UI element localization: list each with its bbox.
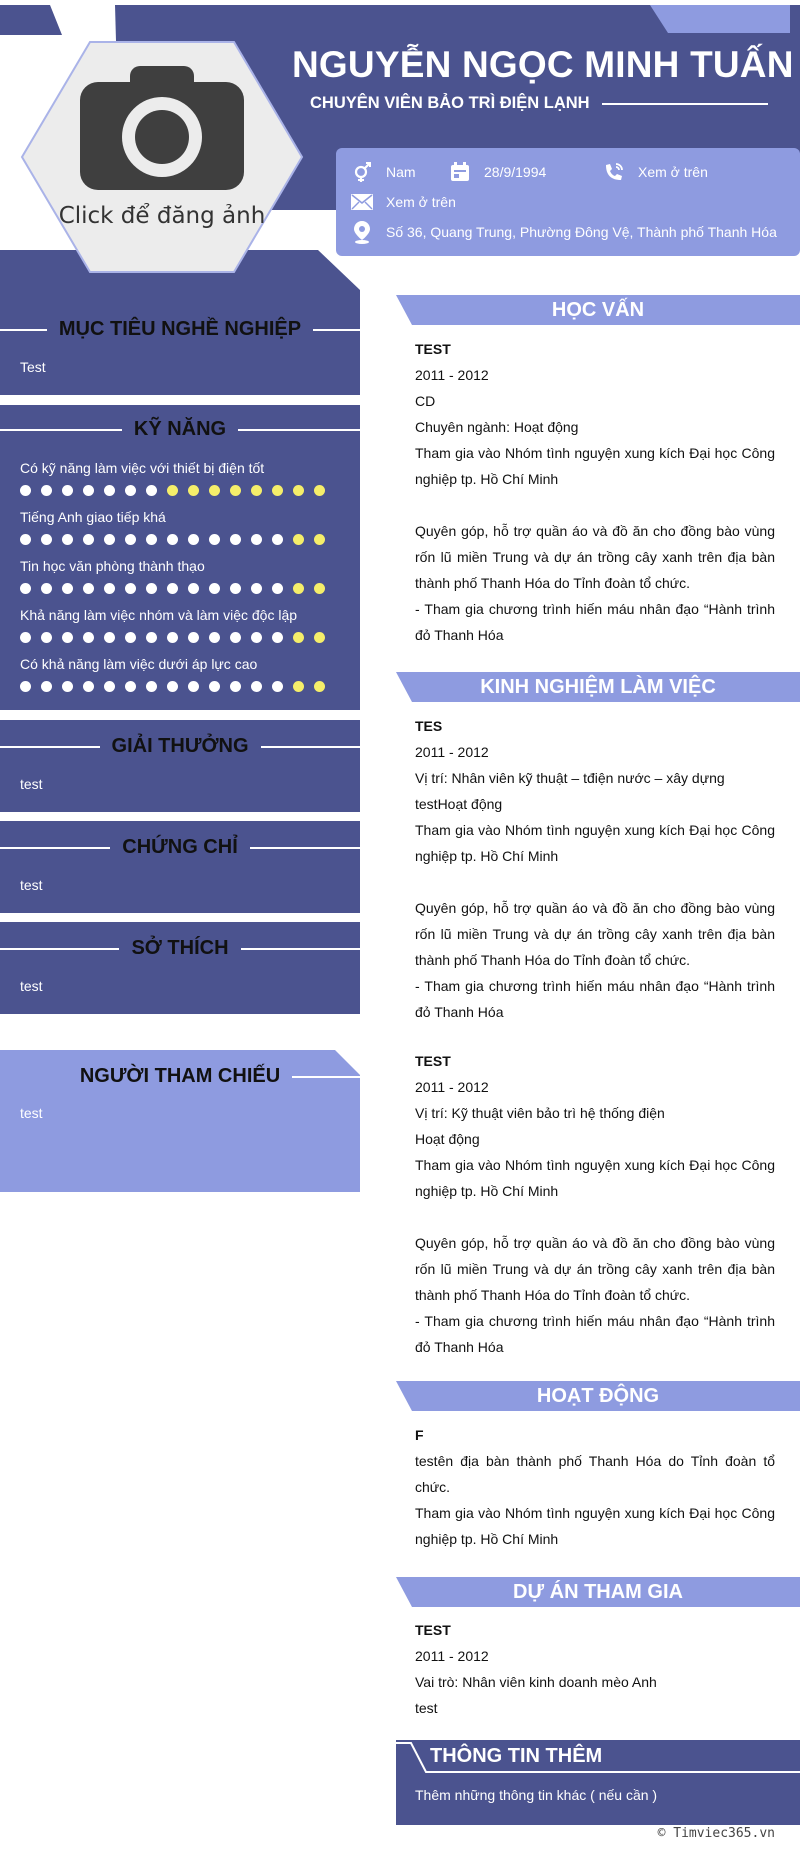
project-period: 2011 - 2012 bbox=[415, 1648, 489, 1664]
job-title[interactable]: CHUYÊN VIÊN BẢO TRÌ ĐIỆN LẠNH bbox=[310, 94, 590, 112]
skill-rating-dot bbox=[251, 632, 262, 643]
skill-rating-dot bbox=[20, 485, 31, 496]
skill-rating-dot bbox=[146, 632, 157, 643]
skill-rating-dot bbox=[20, 534, 31, 545]
awards-block bbox=[0, 720, 360, 812]
avatar-hexagon bbox=[20, 40, 304, 274]
skill-rating-dot bbox=[209, 534, 220, 545]
contact-gender-value: Nam bbox=[386, 164, 416, 180]
activity-name: F bbox=[415, 1427, 424, 1443]
gender-icon bbox=[348, 160, 376, 184]
education-desc-1: Tham gia vào Nhóm tình nguyện xung kích Đại học Công nghiệp tp. Hồ Chí Minh bbox=[415, 445, 775, 487]
experience-desc-2: Quyên góp, hỗ trợ quần áo và đồ ăn cho đồng bào vùng rốn lũ miền Trung và dự án trồng cây xanh trên địa bàn thành phố Thanh Hóa do Tỉnh đoàn tổ chức. bbox=[415, 900, 775, 968]
skill-label[interactable]: Tiếng Anh giao tiếp khá bbox=[20, 509, 166, 525]
experience-desc-1: Tham gia vào Nhóm tình nguyện xung kích Đại học Công nghiệp tp. Hồ Chí Minh bbox=[415, 1157, 775, 1199]
skill-rating-dot bbox=[251, 681, 262, 692]
email-icon bbox=[348, 190, 376, 214]
skill-rating-dot bbox=[167, 534, 178, 545]
skill-rating-dot bbox=[146, 534, 157, 545]
skill-rating-dot bbox=[146, 583, 157, 594]
experience-position: Vị trí: Kỹ thuật viên bảo trì hệ thống điện bbox=[415, 1105, 665, 1121]
experience-position: Vị trí: Nhân viên kỹ thuật – tđiện nước – xây dựng bbox=[415, 770, 725, 786]
calendar-icon bbox=[446, 160, 474, 184]
skill-rating-dot bbox=[272, 681, 283, 692]
education-desc-3: - Tham gia chương trình hiến máu nhân đạo “Hành trình đỏ Thanh Hóa bbox=[415, 601, 775, 643]
experience-desc-3: - Tham gia chương trình hiến máu nhân đạo “Hành trình đỏ Thanh Hóa bbox=[415, 978, 775, 1020]
extra-info-title: THÔNG TIN THÊM bbox=[430, 1745, 603, 1767]
activities-heading bbox=[396, 1381, 800, 1411]
skill-rating-dot bbox=[41, 485, 52, 496]
skill-rating-dot bbox=[83, 534, 94, 545]
project-desc: test bbox=[415, 1700, 438, 1716]
skill-rating-dot bbox=[209, 485, 220, 496]
contact-phone[interactable] bbox=[600, 160, 708, 184]
certificates-text[interactable]: test bbox=[20, 877, 43, 893]
skill-rating[interactable] bbox=[20, 485, 335, 496]
avatar-upload[interactable] bbox=[20, 40, 304, 274]
activity-desc-2: Tham gia vào Nhóm tình nguyện xung kích Đại học Công nghiệp tp. Hồ Chí Minh bbox=[415, 1505, 775, 1547]
skill-rating-dot bbox=[293, 583, 304, 594]
skill-label[interactable]: Có khả năng làm việc dưới áp lực cao bbox=[20, 656, 258, 672]
hobbies-title: SỞ THÍCH bbox=[131, 937, 229, 959]
skill-rating-dot bbox=[167, 632, 178, 643]
skill-rating-dot bbox=[251, 583, 262, 594]
skill-rating-dot bbox=[125, 583, 136, 594]
skill-rating-dot bbox=[20, 681, 31, 692]
skill-label[interactable]: Có kỹ năng làm việc với thiết bị điện tốt bbox=[20, 460, 265, 476]
education-major: Chuyên ngành: Hoạt động bbox=[415, 419, 579, 435]
awards-text[interactable]: test bbox=[20, 776, 43, 792]
certificates-heading bbox=[0, 836, 360, 859]
skill-rating-dot bbox=[104, 632, 115, 643]
hobbies-heading bbox=[0, 937, 360, 960]
skill-rating-dot bbox=[83, 583, 94, 594]
skill-rating-dot bbox=[230, 583, 241, 594]
skill-rating-dot bbox=[20, 632, 31, 643]
skill-label[interactable]: Khả năng làm việc nhóm và làm việc độc lập bbox=[20, 607, 298, 623]
certificates-title: CHỨNG CHỈ bbox=[122, 836, 238, 858]
project-role: Vai trò: Nhân viên kinh doanh mèo Anh bbox=[415, 1674, 657, 1690]
skills-heading bbox=[0, 418, 360, 441]
skill-rating-dot bbox=[188, 583, 199, 594]
experience-period: 2011 - 2012 bbox=[415, 744, 489, 760]
experience-entry[interactable] bbox=[415, 1048, 775, 1360]
skill-rating-dot bbox=[62, 534, 73, 545]
references-title: NGƯỜI THAM CHIẾU bbox=[79, 1065, 281, 1087]
skill-rating[interactable] bbox=[20, 632, 335, 643]
contact-phone-value: Xem ở trên bbox=[638, 164, 708, 180]
skill-rating-dot bbox=[251, 485, 262, 496]
skill-rating-dot bbox=[167, 583, 178, 594]
contact-email-value: Xem ở trên bbox=[386, 194, 456, 210]
skill-rating-dot bbox=[230, 681, 241, 692]
skill-rating-dot bbox=[125, 485, 136, 496]
skill-label[interactable]: Tin học văn phòng thành thạo bbox=[20, 558, 205, 574]
skill-rating-dot bbox=[41, 583, 52, 594]
skill-rating-dot bbox=[83, 632, 94, 643]
education-desc-2: Quyên góp, hỗ trợ quần áo và đồ ăn cho đồng bào vùng rốn lũ miền Trung và dự án trồng cây xanh trên địa bàn thành phố Thanh Hóa do Tỉnh đoàn tổ chức. bbox=[415, 523, 775, 591]
project-name: TEST bbox=[415, 1622, 451, 1638]
skill-rating-dot bbox=[251, 534, 262, 545]
camera-icon bbox=[80, 66, 244, 190]
skill-rating-dot bbox=[230, 632, 241, 643]
skill-rating-dot bbox=[104, 583, 115, 594]
skill-rating-dot bbox=[314, 534, 325, 545]
activity-desc-1: testên địa bàn thành phố Thanh Hóa do Tỉnh đoàn tổ chức. bbox=[415, 1453, 775, 1495]
projects-title: DỰ ÁN THAM GIA bbox=[513, 1581, 683, 1603]
experience-company: TEST bbox=[415, 1053, 451, 1069]
skill-rating-dot bbox=[230, 534, 241, 545]
skill-rating-dot bbox=[20, 583, 31, 594]
phone-icon bbox=[600, 160, 628, 184]
skill-rating-dot bbox=[104, 681, 115, 692]
skill-rating-dot bbox=[83, 681, 94, 692]
contact-birthday[interactable] bbox=[446, 160, 546, 184]
skill-rating-dot bbox=[293, 485, 304, 496]
skill-rating-dot bbox=[125, 681, 136, 692]
contact-address-value: Số 36, Quang Trung, Phường Đông Vệ, Thành phố Thanh Hóa bbox=[386, 224, 777, 240]
references-text[interactable]: test bbox=[20, 1105, 43, 1121]
experience-company: TES bbox=[415, 718, 443, 734]
education-degree: CD bbox=[415, 393, 436, 409]
education-entry[interactable] bbox=[415, 336, 775, 648]
experience-period: 2011 - 2012 bbox=[415, 1079, 489, 1095]
skill-rating-dot bbox=[188, 632, 199, 643]
skill-rating-dot bbox=[209, 632, 220, 643]
skill-rating-dot bbox=[62, 485, 73, 496]
skill-rating-dot bbox=[272, 534, 283, 545]
skill-rating-dot bbox=[314, 681, 325, 692]
skill-rating-dot bbox=[167, 681, 178, 692]
skill-rating-dot bbox=[314, 632, 325, 643]
activities-title: HOẠT ĐỘNG bbox=[536, 1385, 660, 1407]
awards-title: GIẢI THƯỞNG bbox=[111, 735, 249, 757]
skill-rating-dot bbox=[272, 485, 283, 496]
skill-rating-dot bbox=[314, 583, 325, 594]
skill-rating-dot bbox=[188, 534, 199, 545]
contact-birthday-value: 28/9/1994 bbox=[484, 164, 547, 180]
skill-rating-dot bbox=[125, 534, 136, 545]
skill-rating[interactable] bbox=[20, 583, 335, 594]
experience-desc-0: testHoạt động bbox=[415, 796, 503, 812]
objective-text[interactable]: Test bbox=[20, 359, 46, 375]
skill-rating[interactable] bbox=[20, 681, 335, 692]
job-title-divider bbox=[602, 103, 768, 105]
skill-rating-dot bbox=[230, 485, 241, 496]
education-heading bbox=[396, 295, 800, 325]
contact-email[interactable] bbox=[348, 190, 456, 214]
skill-rating-dot bbox=[188, 681, 199, 692]
skill-rating-dot bbox=[104, 534, 115, 545]
projects-heading bbox=[396, 1577, 800, 1607]
education-title: HỌC VẤN bbox=[551, 299, 645, 321]
objective-heading bbox=[0, 318, 360, 341]
skill-rating-dot bbox=[293, 632, 304, 643]
skill-rating-dot bbox=[272, 632, 283, 643]
skill-rating-dot bbox=[293, 534, 304, 545]
experience-desc-2: Quyên góp, hỗ trợ quần áo và đồ ăn cho đồng bào vùng rốn lũ miền Trung và dự án trồng cây xanh trên địa bàn thành phố Thanh Hóa do Tỉnh đoàn tổ chức. bbox=[415, 1235, 775, 1303]
skill-rating-dot bbox=[272, 583, 283, 594]
skill-rating-dot bbox=[209, 681, 220, 692]
skills-title: KỸ NĂNG bbox=[133, 418, 227, 440]
skill-rating-dot bbox=[41, 534, 52, 545]
avatar-upload-label: Click để đăng ảnh bbox=[58, 203, 266, 229]
experience-desc-3: - Tham gia chương trình hiến máu nhân đạo “Hành trình đỏ Thanh Hóa bbox=[415, 1313, 775, 1355]
skill-rating-dot bbox=[188, 485, 199, 496]
project-entry[interactable] bbox=[415, 1617, 775, 1721]
skill-rating-dot bbox=[146, 681, 157, 692]
education-school: TEST bbox=[415, 341, 451, 357]
extra-info-text[interactable]: Thêm những thông tin khác ( nếu cần ) bbox=[415, 1787, 658, 1803]
skill-rating-dot bbox=[62, 632, 73, 643]
location-icon bbox=[348, 220, 376, 244]
skill-rating-dot bbox=[167, 485, 178, 496]
certificates-block bbox=[0, 821, 360, 913]
experience-desc-1: Tham gia vào Nhóm tình nguyện xung kích Đại học Công nghiệp tp. Hồ Chí Minh bbox=[415, 822, 775, 864]
experience-entry[interactable] bbox=[415, 713, 775, 1025]
skill-rating-dot bbox=[314, 485, 325, 496]
skill-rating[interactable] bbox=[20, 534, 335, 545]
skill-rating-dot bbox=[62, 681, 73, 692]
skill-rating-dot bbox=[104, 485, 115, 496]
hobbies-block bbox=[0, 922, 360, 1014]
contact-gender[interactable] bbox=[348, 160, 416, 184]
skill-rating-dot bbox=[146, 485, 157, 496]
skill-rating-dot bbox=[41, 681, 52, 692]
skill-rating-dot bbox=[125, 632, 136, 643]
experience-heading bbox=[396, 672, 800, 702]
objective-title: MỤC TIÊU NGHỀ NGHIỆP bbox=[58, 318, 302, 340]
candidate-name[interactable]: NGUYỄN NGỌC MINH TUẤN bbox=[292, 44, 794, 85]
contact-address[interactable] bbox=[348, 220, 777, 244]
hobbies-text[interactable]: test bbox=[20, 978, 43, 994]
skill-rating-dot bbox=[293, 681, 304, 692]
skill-rating-dot bbox=[83, 485, 94, 496]
skill-rating-dot bbox=[62, 583, 73, 594]
references-heading bbox=[0, 1065, 360, 1088]
experience-title: KINH NGHIỆM LÀM VIỆC bbox=[480, 676, 716, 698]
skill-rating-dot bbox=[41, 632, 52, 643]
skill-rating-dot bbox=[209, 583, 220, 594]
experience-desc-0: Hoạt động bbox=[415, 1131, 480, 1147]
footer-copyright: © Timviec365.vn bbox=[657, 1826, 775, 1841]
contact-info-box bbox=[336, 148, 800, 256]
activity-entry[interactable] bbox=[415, 1422, 775, 1552]
awards-heading bbox=[0, 735, 360, 758]
education-period: 2011 - 2012 bbox=[415, 367, 489, 383]
